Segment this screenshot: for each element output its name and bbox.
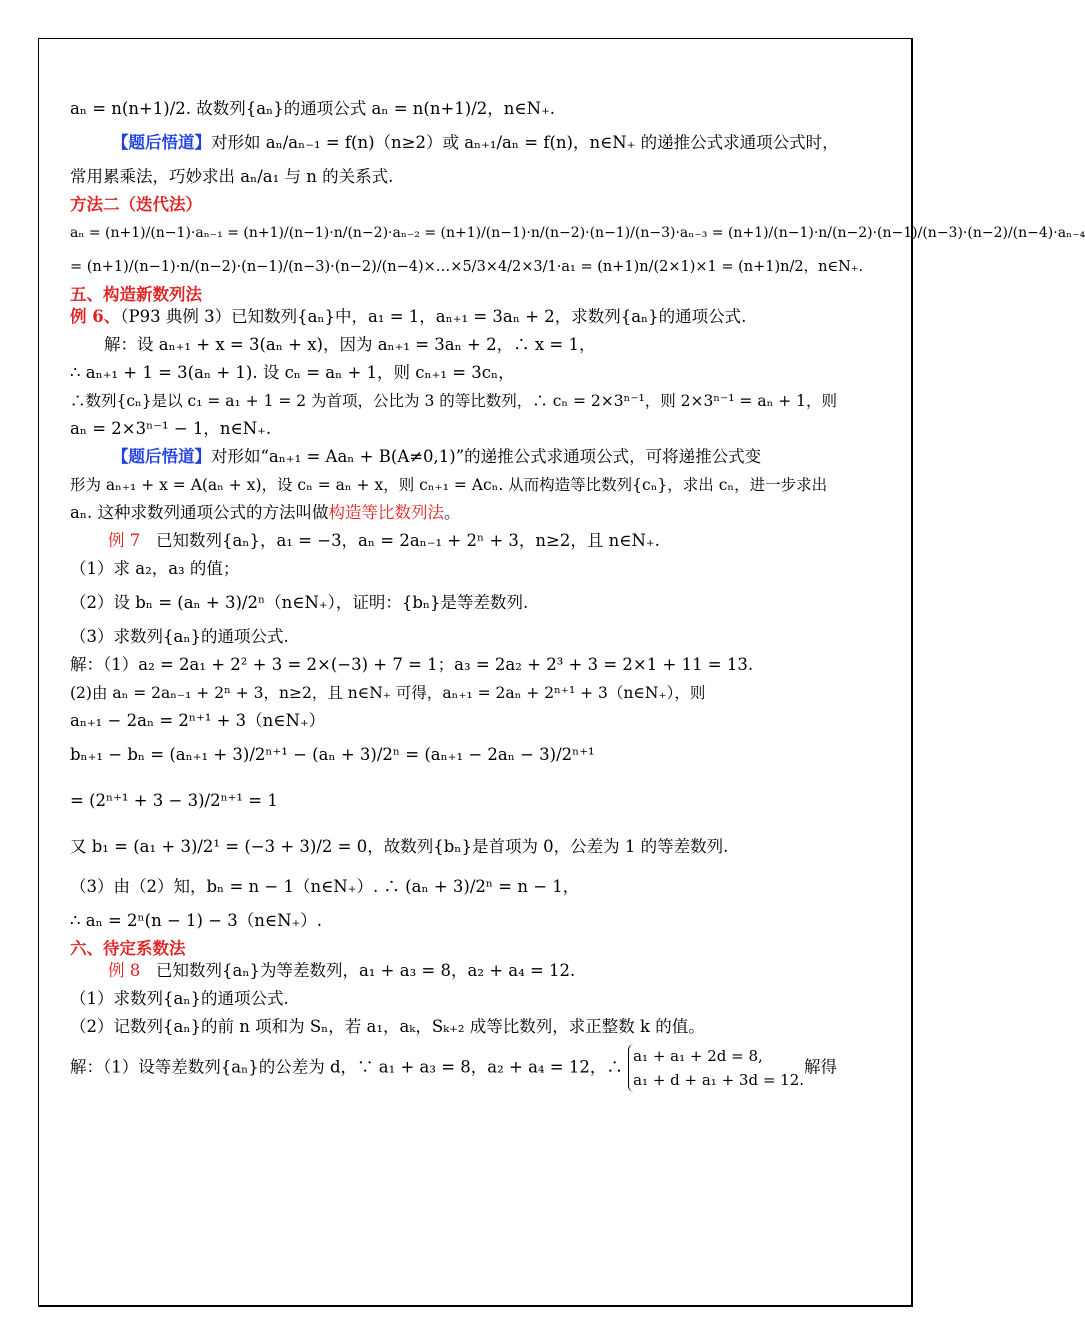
example-text: （P93 典例 3）已知数列{aₙ}中，a₁ = 1，aₙ₊₁ = 3aₙ + 2，求数列{aₙ}的通项公式. (120, 307, 747, 326)
formula-line: = (2ⁿ⁺¹ + 3 − 3)/2ⁿ⁺¹ = 1 (70, 791, 278, 810)
section-heading: 五、构造新数列法 (70, 285, 202, 304)
insight-line (70, 132, 885, 154)
section-heading: 六、待定系数法 (70, 939, 186, 958)
text-line: 又 b₁ = (a₁ + 3)/2¹ = (−3 + 3)/2 = 0，故数列{bₙ}是首项为 0，公差为 1 的等差数列. (70, 837, 729, 856)
text-line: （1）求数列{aₙ}的通项公式. (70, 989, 289, 1008)
insight-tag: 【题后悟道】 (112, 447, 211, 466)
text-line: （1）求 a₂，a₃ 的值； (70, 559, 240, 578)
example-line (70, 306, 885, 328)
text-segment: aₙ. 这种求数列通项公式的方法叫做 (70, 503, 329, 522)
insight-tag: 【题后悟道】 (112, 133, 211, 152)
highlight-term: 构造等比数列法 (328, 503, 444, 522)
text-line: （2）设 bₙ = (aₙ + 3)/2ⁿ（n∈N₊），证明：{bₙ}是等差数列. (70, 593, 529, 612)
text-line: ∴ aₙ = 2ⁿ(n − 1) − 3（n∈N₊）. (70, 911, 323, 930)
example-line (70, 960, 885, 982)
example-line (70, 530, 885, 552)
text-line: 解：（1）a₂ = 2a₁ + 2² + 3 = 2×(−3) + 7 = 1；a₃ = 2a₂ + 2³ + 3 = 2×1 + 11 = 13. (70, 655, 754, 674)
document-body (70, 98, 1085, 1092)
text-line: （2）记数列{aₙ}的前 n 项和为 Sₙ，若 a₁，aₖ，Sₖ₊₂ 成等比数列，求正整数 k 的值。 (70, 1017, 705, 1036)
example-text: 已知数列{aₙ}，a₁ = −3，aₙ = 2aₙ₋₁ + 2ⁿ + 3，n≥2，且 n∈N₊. (156, 531, 660, 550)
text-line: 对形如 aₙ/aₙ₋₁ = f(n)（n≥2）或 aₙ₊₁/aₙ = f(n)，n∈N₊ 的递推公式求通项公式时， (211, 133, 839, 152)
text-line: 形为 aₙ₊₁ + x = A(aₙ + x)，设 cₙ = aₙ + x，则 cₙ₊₁ = Acₙ. 从而构造等比数列{cₙ}，求出 cₙ，进一步求出 (70, 476, 828, 494)
text-line: 常用累乘法，巧妙求出 aₙ/a₁ 与 n 的关系式. (70, 167, 394, 186)
text-line: 对形如“aₙ₊₁ = Aaₙ + B(A≠0,1)”的递推公式求通项公式，可将递推公式变 (211, 447, 762, 466)
text-segment: 解得 (804, 1057, 838, 1077)
insight-line (70, 446, 885, 468)
example-label: 例 7 (108, 531, 141, 550)
equation-row: a₁ + d + a₁ + 3d = 12. (633, 1071, 805, 1089)
text-line: aₙ₊₁ − 2aₙ = 2ⁿ⁺¹ + 3（n∈N₊） (70, 711, 326, 730)
text-line: 解：设 aₙ₊₁ + x = 3(aₙ + x)，因为 aₙ₊₁ = 3aₙ + 2，∴ x = 1， (104, 335, 596, 354)
text-line: ∴ aₙ₊₁ + 1 = 3(aₙ + 1). 设 cₙ = aₙ + 1，则 cₙ₊₁ = 3cₙ， (70, 363, 515, 382)
text-line: （3）求数列{aₙ}的通项公式. (70, 627, 289, 646)
formula-line: bₙ₊₁ − bₙ = (aₙ₊₁ + 3)/2ⁿ⁺¹ − (aₙ + 3)/2ⁿ = (aₙ₊₁ − 2aₙ − 3)/2ⁿ⁺¹ (70, 745, 595, 764)
text-segment: 解：（1）设等差数列{aₙ}的公差为 d，∵ a₁ + a₃ = 8，a₂ + a₄ = 12，∴ (70, 1057, 623, 1077)
text-line (70, 502, 885, 524)
equation-system (628, 1044, 804, 1092)
equation-row: a₁ + a₁ + 2d = 8, (633, 1047, 763, 1065)
text-line: ∴数列{cₙ}是以 c₁ = a₁ + 1 = 2 为首项，公比为 3 的等比数列，∴ cₙ = 2×3ⁿ⁻¹，则 2×3ⁿ⁻¹ = aₙ + 1，则 (70, 392, 837, 410)
formula-line: = (n+1)/(n−1)·n/(n−2)·(n−1)/(n−3)·(n−2)/(n−4)×…×5/3×4/2×3/1·a₁ = (n+1)n/(2×1)×1 = (n+1)n/2，n∈N₊. (70, 259, 864, 275)
text-segment: 。 (443, 503, 461, 522)
solution-line (70, 1044, 885, 1092)
example-label: 例 6、 (70, 307, 121, 326)
text-line: (2)由 aₙ = 2aₙ₋₁ + 2ⁿ + 3，n≥2，且 n∈N₊ 可得，aₙ₊₁ = 2aₙ + 2ⁿ⁺¹ + 3（n∈N₊），则 (70, 684, 706, 702)
text-line: （3）由（2）知，bₙ = n − 1（n∈N₊）. ∴ (aₙ + 3)/2ⁿ = n − 1， (70, 877, 580, 896)
example-label: 例 8 (108, 961, 141, 980)
method-heading: 方法二（迭代法） (70, 195, 202, 214)
text-line: aₙ = 2×3ⁿ⁻¹ − 1，n∈N₊. (70, 419, 272, 438)
text-line: aₙ = n(n+1)/2. 故数列{aₙ}的通项公式 aₙ = n(n+1)/2，n∈N₊. (70, 99, 556, 118)
formula-line: aₙ = (n+1)/(n−1)·aₙ₋₁ = (n+1)/(n−1)·n/(n−2)·aₙ₋₂ = (n+1)/(n−1)·n/(n−2)·(n−1)/(n−3)·aₙ₋₃ = (n+1)/(n−1)·n/(n−2)·(n−1)/(n−3)·(n−2)/(n−4)·aₙ₋₄ (70, 225, 1085, 241)
example-text: 已知数列{aₙ}为等差数列，a₁ + a₃ = 8，a₂ + a₄ = 12. (156, 961, 576, 980)
